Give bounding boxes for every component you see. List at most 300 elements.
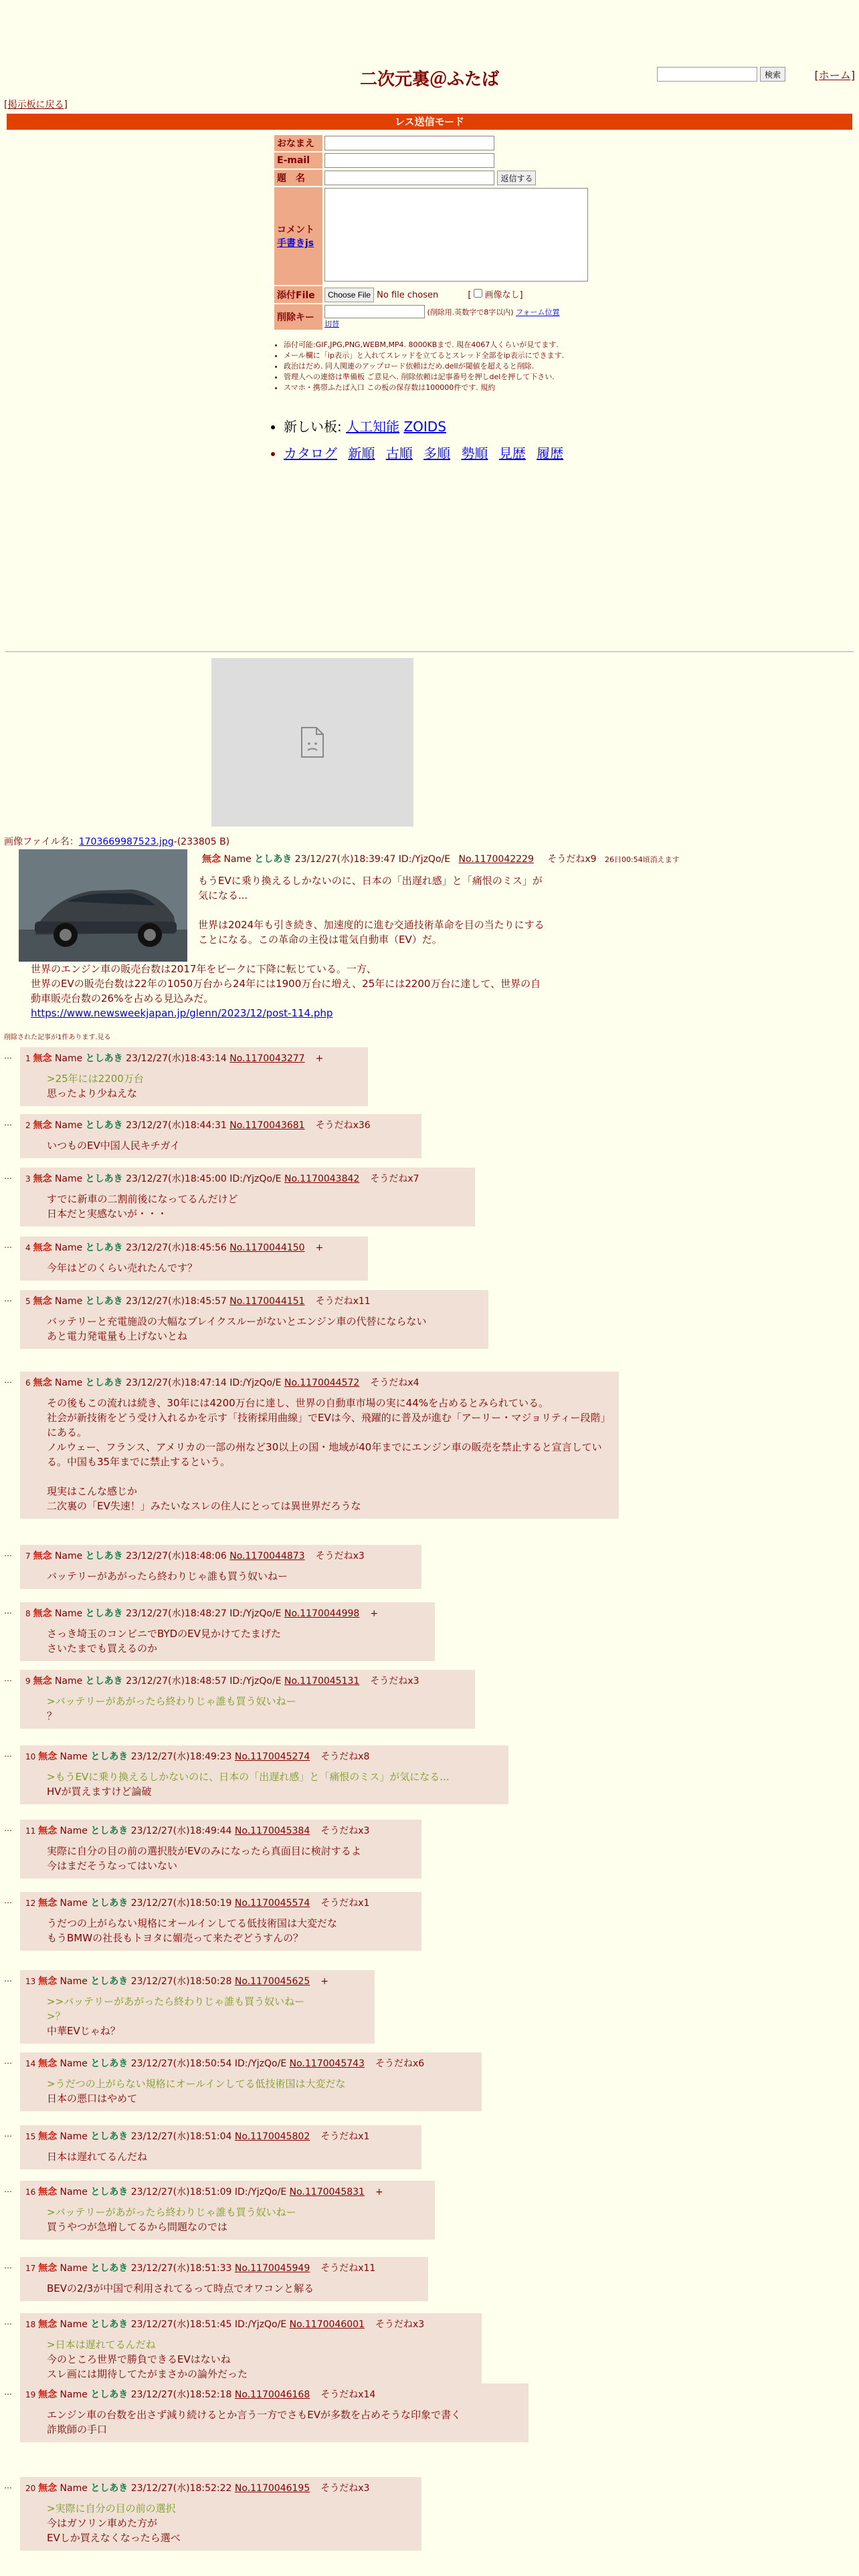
reply-box [20, 1168, 475, 1226]
body-line: 今年はどのくらい売れたんです？ [47, 1262, 198, 1274]
reply-name: としあき [90, 2187, 128, 2197]
reply-subject: 無念 [33, 1296, 52, 1307]
reply-number[interactable]: No.1170044151 [229, 1296, 305, 1307]
op-sodane[interactable]: そうだねx9 [547, 854, 597, 865]
op-thumbnail[interactable] [19, 849, 187, 962]
ad-placeholder [211, 658, 413, 827]
op-number[interactable]: No.1170042229 [458, 854, 534, 865]
reply-datetime: 23/12/27(水)18:48:06 [126, 1551, 227, 1562]
reply-prefix: … [4, 1749, 12, 1759]
body-line: バッテリーがあがったら終わりじゃ誰も買う奴いねー [47, 1570, 288, 1582]
reply-number[interactable]: No.1170044572 [284, 1378, 360, 1388]
reply-number[interactable]: No.1170045949 [234, 2263, 310, 2274]
reply-header [25, 2387, 523, 2401]
sodane-button[interactable]: + [375, 2187, 383, 2197]
reply-datetime: 23/12/27(水)18:48:57 ID:/YjzQo/E [126, 1676, 282, 1687]
reply-datetime: 23/12/27(水)18:51:33 [130, 2263, 232, 2274]
body-line: 実際に自分の目の前の選択肢がEVのみになったら真面目に検討するよ [47, 1845, 361, 1857]
quote-line: >うだつの上がらない規格にオールインしてる低技術国は大変だな [47, 2078, 346, 2090]
sodane-button[interactable]: そうだねx7 [370, 1174, 419, 1184]
reply-index: 14 [25, 2059, 39, 2068]
no-image-checkbox[interactable] [474, 289, 482, 298]
reply-datetime: 23/12/27(水)18:51:04 [130, 2131, 232, 2142]
reply-body [47, 1261, 363, 1275]
no-file-text: No file chosen [377, 290, 439, 300]
reply-name: としあき [90, 2058, 128, 2069]
comment-textarea[interactable] [324, 188, 588, 282]
body-line: 世界は2024年も引き続き、加速度的に進む交通技術革命を目の当たりにする [198, 919, 545, 931]
reply-number[interactable]: No.1170045831 [289, 2187, 365, 2197]
reply-name: としあき [85, 1676, 123, 1687]
reply-number[interactable]: No.1170045131 [284, 1676, 360, 1687]
reply-header [25, 1749, 503, 1763]
reply-number[interactable]: No.1170043681 [229, 1120, 305, 1131]
body-line: 世界のエンジン車の販売台数は2017年をピークに下降に転じている。一方、 [31, 963, 377, 975]
nav-viewed[interactable]: 見歴 [498, 445, 526, 461]
reply-prefix: … [4, 1974, 12, 1983]
reply-number[interactable]: No.1170045625 [234, 1976, 310, 1987]
reply-prefix: … [4, 1376, 12, 1385]
comment-label-text: コメント [277, 225, 314, 235]
reply-index: 18 [25, 2320, 39, 2329]
reply-prefix: … [4, 1118, 12, 1128]
reply-header [25, 1172, 470, 1185]
reply-header [25, 1606, 430, 1620]
body-line: 日本だと実感ないが・・・ [47, 1208, 168, 1220]
reply-box [20, 2477, 421, 2551]
body-line: 世界のEVの販売台数は22年の1050万台から24年には1900万台に増え、25年には2200万台に達して、世界の自 [31, 978, 541, 990]
op-file-size: -(233805 B) [173, 837, 230, 847]
email-input[interactable] [324, 153, 494, 168]
reply-datetime: 23/12/27(水)18:45:00 ID:/YjzQo/E [126, 1174, 282, 1184]
nav-newest[interactable]: 新順 [348, 445, 375, 461]
delkey-input[interactable] [324, 305, 425, 318]
reply-name-label: Name [60, 1751, 88, 1762]
reply-name: としあき [85, 1608, 123, 1619]
reply-header [25, 1824, 416, 1837]
reply-datetime: 23/12/27(水)18:49:23 [130, 1751, 232, 1762]
reply-prefix: … [4, 1606, 12, 1616]
rule-item: • 添付可能:GIF,JPG,PNG,WEBM,MP4. 8000KBまで. 現在4067人くらいが見てます. [284, 340, 607, 350]
delkey-note: (削除用.英数字で8字以内) [427, 308, 514, 317]
reply-subject: 無念 [33, 1243, 52, 1253]
reply-body [47, 2501, 416, 2545]
reply-body [47, 1626, 430, 1656]
reply-subject: 無念 [38, 2058, 58, 2069]
reply-index: 5 [25, 1297, 33, 1306]
quote-line: >もうEVに乗り換えるしかないのに、日本の「出遅れ感」と「痛恨のミス」が気になる... [47, 1771, 450, 1783]
reply-subject: 無念 [38, 1751, 58, 1762]
op-datetime: 23/12/27(水)18:39:47 ID:/YjzQo/E [294, 854, 451, 865]
nav-most[interactable]: 多順 [423, 445, 451, 461]
reply-subject: 無念 [38, 2131, 58, 2142]
rule-item: • メール欄に「ip表示」と入れてスレッドを立てるとスレッド全部をip表示にできます. [284, 350, 607, 360]
reply-box [20, 2313, 482, 2387]
sodane-button[interactable]: + [370, 1608, 379, 1619]
reply-box [20, 1372, 619, 1519]
new-board-link[interactable]: ZOIDS [403, 419, 446, 435]
file-label: 添付File [274, 286, 322, 303]
reply-datetime: 23/12/27(水)18:52:22 [130, 2483, 232, 2494]
reply-index: 10 [25, 1752, 39, 1761]
reply-body [47, 2149, 416, 2164]
reply-index: 8 [25, 1609, 33, 1618]
reply-name: としあき [85, 1378, 123, 1388]
reply-prefix: … [4, 2387, 12, 2397]
reply-number[interactable]: No.1170043277 [229, 1053, 305, 1064]
reply-prefix: … [4, 2481, 12, 2490]
no-image-label: 画像なし [484, 290, 520, 300]
body-line: 二次裏の「EV失速！」みたいなスレの住人にとっては異世界だろうな [47, 1500, 361, 1512]
rule-item: • 政治はだめ. 同人関連のアップロード依頼はだめ.dellが閾値を超えると削除. [284, 361, 607, 371]
sodane-button[interactable]: + [315, 1053, 324, 1064]
handwrite-link[interactable]: 手書きjs [277, 238, 314, 249]
body-line: さっき埼玉のコンビニでBYDのEV見かけてたまげた [47, 1628, 281, 1640]
reply-subject: 無念 [38, 2389, 58, 2400]
op-body-continued [31, 962, 579, 1021]
quote-line: >バッテリーがあがったら終わりじゃ誰も買う奴いねー [47, 2206, 296, 2218]
nav-history[interactable]: 履歴 [537, 445, 564, 461]
reply-index: 15 [25, 2132, 39, 2141]
search-box [657, 67, 785, 82]
body-line: EVしか買えなくなったら選べ [47, 2532, 181, 2544]
body-line: ？ [47, 1710, 58, 1722]
reply-prefix: … [4, 1549, 12, 1558]
nav-links [273, 443, 570, 462]
reply-prefix: … [4, 2185, 12, 2194]
comment-label [274, 187, 322, 285]
sodane-button[interactable]: そうだねx11 [320, 2263, 376, 2274]
body-line: 今のところ世界で勝負できるEVはないね [47, 2353, 231, 2365]
reply-box [20, 2125, 421, 2169]
reply-name: としあき [90, 1898, 128, 1909]
form-position-link[interactable]: フォーム位置 [516, 308, 560, 317]
rule-item: • スマホ・携帯ふたば入口 この板の保存数は100000件です. 規約 [284, 383, 607, 393]
reply-number[interactable]: No.1170046168 [234, 2389, 310, 2400]
body-line: 詐欺師の手口 [47, 2424, 108, 2436]
reply-box [20, 1047, 368, 1106]
reply-name-label: Name [60, 2058, 88, 2069]
body-line: いつものEV中国人民キチガイ [47, 1140, 180, 1152]
reply-name-label: Name [54, 1053, 83, 1064]
sodane-button[interactable]: そうだねx6 [375, 2058, 425, 2069]
body-line: 今はまだそうなってはいない [47, 1860, 178, 1872]
sodane-button[interactable]: そうだねx3 [320, 2483, 370, 2494]
reply-subject: 無念 [33, 1608, 52, 1619]
body-line [198, 903, 573, 918]
reply-prefix: … [4, 1824, 12, 1833]
reply-body [47, 1071, 363, 1101]
sodane-button[interactable]: + [320, 1976, 328, 1987]
reply-box [20, 2052, 482, 2111]
reply-header [25, 1674, 470, 1687]
reply-subject: 無念 [33, 1676, 52, 1687]
reply-header [25, 1241, 363, 1254]
choose-file-button[interactable]: Choose File [324, 288, 374, 302]
reply-name: としあき [85, 1243, 123, 1253]
reply-name-label: Name [60, 2389, 88, 2400]
reply-name: としあき [90, 2389, 128, 2400]
reply-subject: 無念 [38, 2483, 58, 2494]
reply-name-label: Name [54, 1378, 83, 1388]
reply-header [25, 2481, 416, 2494]
sodane-button[interactable]: + [315, 1243, 324, 1253]
reply-subject: 無念 [38, 1976, 58, 1987]
reply-prefix: … [4, 1241, 12, 1250]
nav-oldest[interactable]: 古順 [385, 445, 413, 461]
sodane-button[interactable]: そうだねx1 [320, 1898, 370, 1909]
reply-number[interactable]: No.1170044150 [229, 1243, 305, 1253]
new-board-link[interactable]: 人工知能 [346, 419, 400, 435]
subject-input[interactable] [324, 171, 494, 185]
reply-header [25, 1896, 416, 1909]
op-article-link[interactable]: https://www.newsweekjapan.jp/glenn/2023/12/post-114.php [31, 1007, 333, 1019]
reply-datetime: 23/12/27(水)18:49:44 [130, 1826, 232, 1836]
reply-box [20, 1892, 421, 1951]
reply-index: 4 [25, 1243, 33, 1253]
reply-number[interactable]: No.1170043842 [284, 1174, 360, 1184]
reply-number[interactable]: No.1170045384 [234, 1826, 310, 1836]
reply-datetime: 23/12/27(水)18:50:19 [130, 1898, 232, 1909]
reply-header [25, 2185, 430, 2198]
reply-box [20, 1114, 421, 1158]
reply-name-label: Name [60, 1898, 88, 1909]
reply-body [47, 1916, 416, 1945]
name-input[interactable] [324, 136, 494, 150]
reply-name: としあき [85, 1296, 123, 1307]
reply-datetime: 23/12/27(水)18:44:31 [126, 1120, 227, 1131]
reply-body [47, 1314, 483, 1344]
reply-box [20, 2181, 435, 2240]
quote-line: >日本は遅れてるんだね [47, 2339, 156, 2351]
reply-body [47, 1396, 613, 1513]
nav-momentum[interactable]: 勢順 [461, 445, 488, 461]
body-line: エンジン車の台数を出さず減り続けるとか言う一方でさもEVが多数を占めそうな印象で書く [47, 2409, 461, 2421]
reply-body [47, 2205, 430, 2234]
reply-body [47, 1844, 416, 1873]
op-body [198, 873, 573, 947]
reply-name: としあき [90, 1976, 128, 1987]
reply-subject: 無念 [33, 1120, 52, 1131]
reply-name-label: Name [60, 1976, 88, 1987]
reply-body [47, 1694, 470, 1723]
post-form: おなまえ E-mail 題 名 返信する コメント 手書きjs 添付File Choose File No file chosen [ 画像なし] 削除キー (削除用.英数字で8字以内) フォーム位置 切替 [273, 134, 590, 331]
reply-box [20, 1670, 475, 1729]
sodane-button[interactable]: そうだねx3 [375, 2319, 425, 2330]
reply-subject: 無念 [33, 1551, 52, 1562]
reply-subject: 無念 [33, 1053, 52, 1064]
home-link[interactable]: [ホーム] [814, 69, 855, 82]
reply-mode-bar: レス送信モード [7, 114, 852, 130]
reply-box [20, 1820, 421, 1879]
body-line: 買うやつが急増してるから問題なのでは [47, 2221, 228, 2233]
body-line: BEVの2/3が中国で利用されてるって時点でオワコンと解る [47, 2282, 314, 2294]
sodane-button[interactable]: そうだねx3 [315, 1551, 365, 1562]
reply-prefix: … [4, 2129, 12, 2139]
search-button[interactable]: 検索 [760, 67, 785, 82]
op-file-label: 画像ファイル名： [4, 837, 79, 847]
reply-box [20, 1545, 421, 1589]
reply-datetime: 23/12/27(水)18:51:45 ID:/YjzQo/E [130, 2319, 287, 2330]
reply-header [25, 1974, 369, 1988]
reply-subject: 無念 [33, 1378, 52, 1388]
toggle-link[interactable]: 切替 [324, 320, 339, 328]
sodane-button[interactable]: そうだねx4 [370, 1378, 419, 1388]
reply-number[interactable]: No.1170046195 [234, 2483, 310, 2494]
reply-name-label: Name [54, 1120, 83, 1131]
body-line: 社会が新技術をどう受け入れるかを示す「技術採用曲線」でEVは今、飛躍的に普及が進む「アーリー・マジョリティー段階」にある。 [47, 1412, 611, 1438]
nav-catalog[interactable]: カタログ [284, 445, 337, 461]
body-line: もうBMWの社長もトヨタに媚売って来たぞどうすんの？ [47, 1932, 304, 1944]
divider [5, 651, 854, 652]
reply-name-label: Name [60, 2131, 88, 2142]
quote-line: >25年には2200万台 [47, 1073, 144, 1085]
reply-prefix: … [4, 1674, 12, 1683]
reply-body [47, 1569, 416, 1584]
reply-index: 13 [25, 1977, 39, 1986]
op-header [202, 852, 680, 865]
reply-number[interactable]: No.1170045743 [289, 2058, 365, 2069]
reply-name: としあき [90, 2319, 128, 2330]
reply-header [25, 2317, 476, 2331]
new-board [273, 416, 446, 435]
reply-prefix: … [4, 1051, 12, 1061]
body-line: あと電力発電量も上げないとね [47, 1330, 188, 1342]
reply-number[interactable]: No.1170045574 [234, 1898, 310, 1909]
sodane-button[interactable]: そうだねx36 [315, 1120, 371, 1131]
sodane-button[interactable]: そうだねx8 [320, 1751, 370, 1762]
reply-index: 7 [25, 1551, 33, 1561]
reply-subject: 無念 [33, 1174, 52, 1184]
body-line: ことになる。この革命の主役は電気自動車（EV）だ。 [198, 934, 442, 946]
name-label: おなまえ [274, 135, 322, 151]
sodane-button[interactable]: そうだねx14 [320, 2389, 376, 2400]
back-to-board-link[interactable]: [掲示板に戻る] [4, 100, 68, 110]
email-label: E-mail [274, 152, 322, 169]
reply-number[interactable]: No.1170046001 [289, 2319, 365, 2330]
submit-reply-button[interactable]: 返信する [497, 171, 536, 185]
reply-name: としあき [90, 2263, 128, 2274]
reply-name-label: Name [54, 1243, 83, 1253]
body-line: その後もこの流れは続き、30年には4200万台に達し、世界の自動車市場の実に44%を占めるとみられている。 [47, 1397, 549, 1409]
body-line: 思ったより少ねえな [47, 1087, 138, 1099]
reply-body [47, 2076, 476, 2106]
subject-label: 題 名 [274, 170, 322, 186]
reply-header [25, 1051, 363, 1065]
reply-number[interactable]: No.1170045274 [234, 1751, 310, 1762]
body-line: HVが買えますけど論破 [47, 1786, 152, 1798]
reply-header [25, 1294, 483, 1307]
rules-list [273, 340, 607, 393]
reply-name: としあき [85, 1053, 123, 1064]
reply-subject: 無念 [38, 1898, 58, 1909]
deleted-note: 削除された記事が1件あります.見る [4, 1034, 111, 1041]
body-line: 日本は遅れてるんだね [47, 2151, 148, 2163]
reply-body [47, 2337, 476, 2381]
reply-index: 17 [25, 2264, 39, 2273]
reply-prefix: … [4, 1896, 12, 1905]
sodane-button[interactable]: そうだねx3 [320, 1826, 370, 1836]
op-subject: 無念 [202, 854, 221, 865]
reply-body [47, 1138, 416, 1153]
reply-datetime: 23/12/27(水)18:45:56 [126, 1243, 227, 1253]
delkey-label: 削除キー [274, 304, 322, 330]
body-line: さいたまでも買えるのか [47, 1642, 158, 1654]
reply-box [20, 1970, 375, 2044]
reply-index: 20 [25, 2484, 39, 2493]
reply-index: 1 [25, 1054, 33, 1063]
sodane-button[interactable]: そうだねx11 [315, 1296, 371, 1307]
reply-body [47, 2407, 523, 2437]
body-line: うだつの上がらない規格にオールインしてる低技術国は大変だな [47, 1917, 337, 1929]
reply-box [20, 2383, 529, 2442]
car-image-icon [19, 849, 187, 962]
sodane-button[interactable]: そうだねx1 [320, 2131, 370, 2142]
reply-name-label: Name [54, 1174, 83, 1184]
reply-box [20, 2257, 428, 2301]
reply-prefix: … [4, 2056, 12, 2066]
reply-datetime: 23/12/27(水)18:50:28 [130, 1976, 232, 1987]
quote-line: >実際に自分の目の前の選択 [47, 2502, 176, 2514]
reply-datetime: 23/12/27(水)18:50:54 ID:/YjzQo/E [130, 2058, 287, 2069]
reply-number[interactable]: No.1170045802 [234, 2131, 310, 2142]
body-line: バッテリーと充電施設の大幅なブレイクスルーがないとエンジン車の代替にならない [47, 1315, 427, 1327]
reply-index: 9 [25, 1677, 33, 1686]
reply-box [20, 1602, 435, 1661]
reply-name-label: Name [54, 1296, 83, 1307]
reply-prefix: … [4, 1294, 12, 1303]
reply-box [20, 1290, 488, 1349]
op-file-link[interactable]: 1703669987523.jpg [78, 837, 174, 847]
broken-image-icon [299, 726, 326, 758]
op-name: としあき [254, 854, 292, 865]
body-line: 気になる... [198, 889, 248, 901]
search-input[interactable] [657, 67, 757, 82]
reply-index: 6 [25, 1378, 33, 1388]
reply-name: としあき [85, 1174, 123, 1184]
reply-datetime: 23/12/27(水)18:47:14 ID:/YjzQo/E [126, 1378, 282, 1388]
reply-datetime: 23/12/27(水)18:43:14 [126, 1053, 227, 1064]
body-line: ノルウェー、フランス、アメリカの一部の州など30以上の国・地域が40年までにエンジン車の販売を禁止すると宣言している。中国も35年までに禁止するという。 [47, 1441, 602, 1468]
body-line: スレ画には期待してたがまさかの論外だった [47, 2368, 248, 2380]
reply-datetime: 23/12/27(水)18:52:18 [130, 2389, 232, 2400]
reply-body [47, 1994, 369, 2038]
reply-number[interactable]: No.1170044873 [229, 1551, 305, 1562]
sodane-button[interactable]: そうだねx3 [370, 1676, 419, 1687]
op-file-info [4, 835, 229, 848]
reply-name-label: Name [60, 2263, 88, 2274]
reply-body [47, 1192, 470, 1221]
op-name-label: Name [223, 854, 252, 865]
reply-name: としあき [90, 1826, 128, 1836]
reply-name: としあき [85, 1120, 123, 1131]
reply-number[interactable]: No.1170044998 [284, 1608, 360, 1619]
reply-name: としあき [90, 2483, 128, 2494]
top-bar [0, 0, 859, 94]
reply-header [25, 1376, 613, 1389]
reply-box [20, 1745, 508, 1804]
reply-name-label: Name [60, 2319, 88, 2330]
quote-line: >>バッテリーがあがったら終わりじゃ誰も買う奴いねー [47, 1996, 305, 2008]
body-line: もうEVに乗り換えるしかないのに、日本の「出遅れ感」と「痛恨のミス」が [198, 875, 543, 887]
reply-name-label: Name [60, 2483, 88, 2494]
reply-header [25, 2129, 416, 2143]
reply-name-label: Name [54, 1676, 83, 1687]
quote-line: >？ [47, 2010, 66, 2022]
body-line: 動車販売台数の26%を占める見込みだ。 [31, 992, 214, 1004]
reply-name-label: Name [54, 1551, 83, 1562]
reply-name-label: Name [54, 1608, 83, 1619]
